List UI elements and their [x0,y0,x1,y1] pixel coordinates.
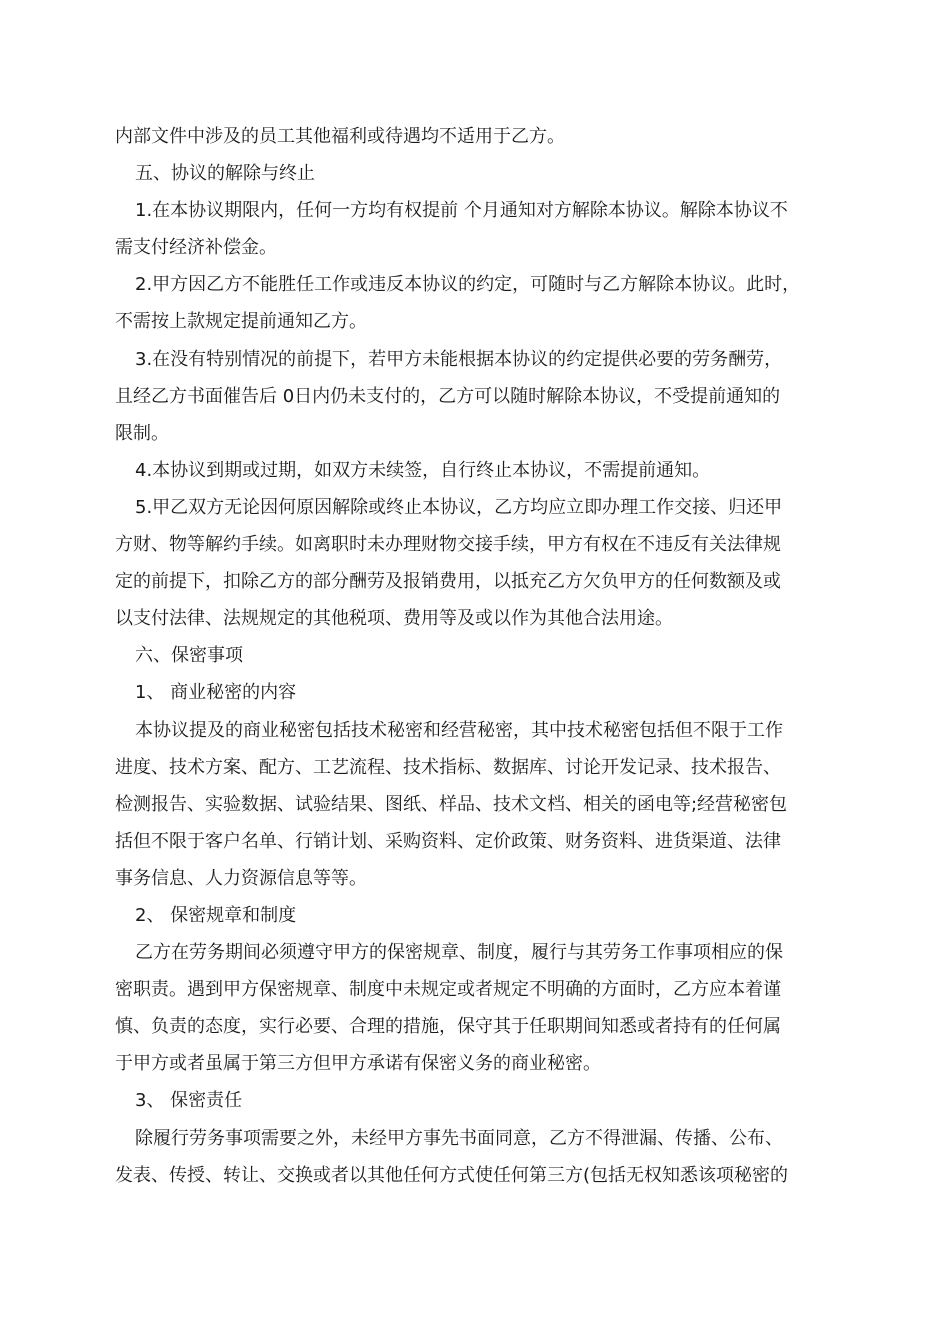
body-line: 定的前提下，扣除乙方的部分酬劳及报销费用，以抵充乙方欠负甲方的任何数额及或 [115,571,781,593]
body-line: 需支付经济补偿金。 [115,237,277,259]
body-line: 于甲方或者虽属于第三方但甲方承诺有保密义务的商业秘密。 [115,1053,601,1075]
clause-line: 3.在没有特别情况的前提下，若甲方未能根据本协议的约定提供必要的劳务酬劳， [135,348,783,370]
body-line: 括但不限于客户名单、行销计划、采购资料、定价政策、财务资料、进货渠道、法律 [115,830,781,852]
body-line: 且经乙方书面催告后 0日内仍未支付的，乙方可以随时解除本协议，不受提前通知的 [115,385,781,407]
subsection-heading: 2、 保密规章和制度 [135,904,297,926]
body-line: 密职责。遇到甲方保密规章、制度中未规定或者规定不明确的方面时，乙方应本着谨 [115,979,781,1001]
subsection-heading: 1、 商业秘密的内容 [135,682,297,704]
paragraph-line: 除履行劳务事项需要之外，未经甲方事先书面同意，乙方不得泄漏、传播、公布、 [135,1127,783,1149]
clause-line: 1.在本协议期限内，任何一方均有权提前 个月通知对方解除本协议。解除本协议不 [135,200,788,222]
body-line: 内部文件中涉及的员工其他福利或待遇均不适用于乙方。 [115,126,565,147]
body-line: 进度、技术方案、配方、工艺流程、技术指标、数据库、讨论开发记录、技术报告、 [115,756,781,778]
clause-line: 2.甲方因乙方不能胜任工作或违反本协议的约定，可随时与乙方解除本协议。此时， [135,274,801,296]
body-line: 限制。 [115,422,169,444]
clause-line: 4.本协议到期或过期，如双方未续签，自行终止本协议，不需提前通知。 [135,459,711,481]
body-line: 方财、物等解约手续。如离职时未办理财物交接手续，甲方有权在不违反有关法律规 [115,534,781,556]
body-line: 以支付法律、法规规定的其他税项、费用等及或以作为其他合法用途。 [115,608,673,630]
body-line: 不需按上款规定提前通知乙方。 [115,311,367,333]
subsection-heading: 3、 保密责任 [135,1090,243,1112]
section-heading: 五、协议的解除与终止 [135,163,315,185]
paragraph-line: 乙方在劳务期间必须遵守甲方的保密规章、制度，履行与其劳务工作事项相应的保 [135,942,783,964]
clause-line: 5.甲乙双方无论因何原因解除或终止本协议，乙方均应立即办理工作交接、归还甲 [135,496,783,518]
body-line: 事务信息、人力资源信息等等。 [115,867,367,889]
paragraph-line: 本协议提及的商业秘密包括技术秘密和经营秘密，其中技术秘密包括但不限于工作 [135,719,783,741]
section-heading: 六、保密事项 [135,645,243,667]
body-line: 检测报告、实验数据、试验结果、图纸、样品、技术文档、相关的函电等;经营秘密包 [115,793,788,815]
body-line: 慎、负责的态度，实行必要、合理的措施，保守其于任职期间知悉或者持有的任何属 [115,1016,781,1038]
document-body [115,118,840,1194]
body-line: 发表、传授、转让、交换或者以其他任何方式使任何第三方(包括无权知悉该项秘密的 [115,1164,789,1186]
